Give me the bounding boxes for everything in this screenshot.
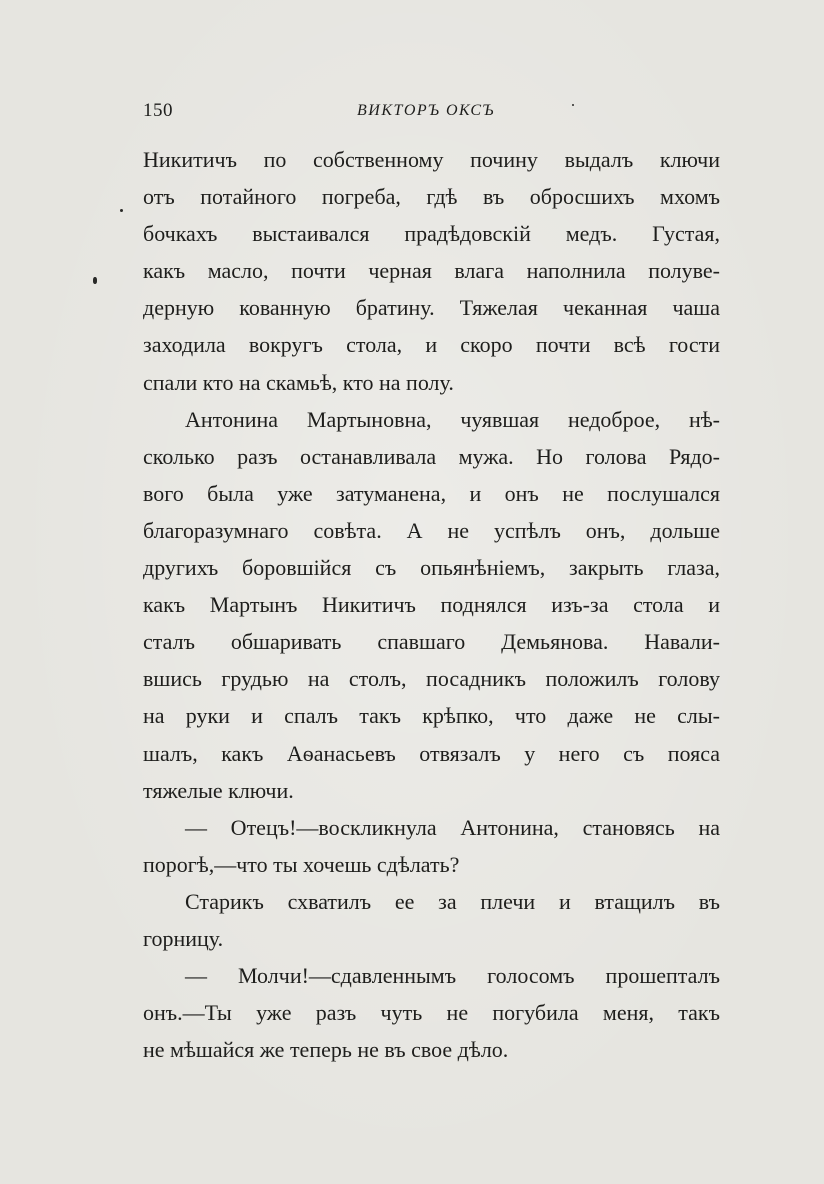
text-line: бочкахъ выстаивался прадѣдовскій медъ. Густая,: [143, 221, 720, 247]
text-line: заходила вокругъ стола, и скоро почти всѣ гости: [143, 332, 720, 358]
text-line: Старикъ схватилъ ее за плечи и втащилъ въ: [185, 888, 720, 914]
text-line: вого была уже затуманена, и онъ не послушался: [143, 480, 720, 506]
text-line: Антонина Мартыновна, чуявшая недоброе, нѣ-: [185, 406, 720, 432]
text-line: не мѣшайся же теперь не въ свое дѣло.: [143, 1037, 509, 1063]
ink-speck: [572, 104, 574, 106]
text-line: Никитичъ по собственному почину выдалъ ключи: [143, 147, 720, 172]
text-line: тяжелые ключи.: [143, 777, 294, 803]
text-line: другихъ боровшійся съ опьянѣніемъ, закрыть глаза,: [143, 555, 720, 581]
page-number: 150: [143, 100, 173, 121]
ink-speck: [120, 209, 123, 212]
ink-speck: [93, 277, 97, 284]
page-header: [143, 100, 703, 128]
text-line: шалъ, какъ Аѳанасьевъ отвязалъ у него съ пояса: [143, 740, 720, 766]
text-line: какъ масло, почти черная влага наполнила полуве-: [143, 258, 720, 284]
body-text: [143, 141, 720, 1068]
text-line: вшись грудью на столъ, посадникъ положилъ голову: [143, 666, 720, 692]
text-line: — Отецъ!—воскликнула Антонина, становясь на: [185, 814, 720, 840]
running-title: ВИКТОРЪ ОКСЪ: [357, 102, 495, 119]
text-line: благоразумнаго совѣта. А не успѣлъ онъ, дольше: [143, 517, 720, 543]
text-line: какъ Мартынъ Никитичъ поднялся изъ-за стола и: [143, 592, 720, 618]
text-line: отъ потайного погреба, гдѣ въ обросшихъ мхомъ: [143, 184, 720, 210]
text-line: сталъ обшаривать спавшаго Демьянова. Навали-: [143, 629, 720, 655]
text-line: сколько разъ останавливала мужа. Но голова Рядо-: [143, 443, 720, 469]
text-line: — Молчи!—сдавленнымъ голосомъ прошепталъ: [185, 963, 720, 989]
text-line: горницу.: [143, 925, 224, 951]
text-line: дерную кованную братину. Тяжелая чеканная чаша: [143, 295, 720, 321]
text-line: порогѣ,—что ты хочешь сдѣлать?: [143, 851, 460, 877]
text-line: онъ.—Ты уже разъ чуть не погубила меня, такъ: [143, 1000, 720, 1026]
text-line: на руки и спалъ такъ крѣпко, что даже не слы-: [143, 703, 720, 729]
text-line: спали кто на скамьѣ, кто на полу.: [143, 369, 454, 395]
